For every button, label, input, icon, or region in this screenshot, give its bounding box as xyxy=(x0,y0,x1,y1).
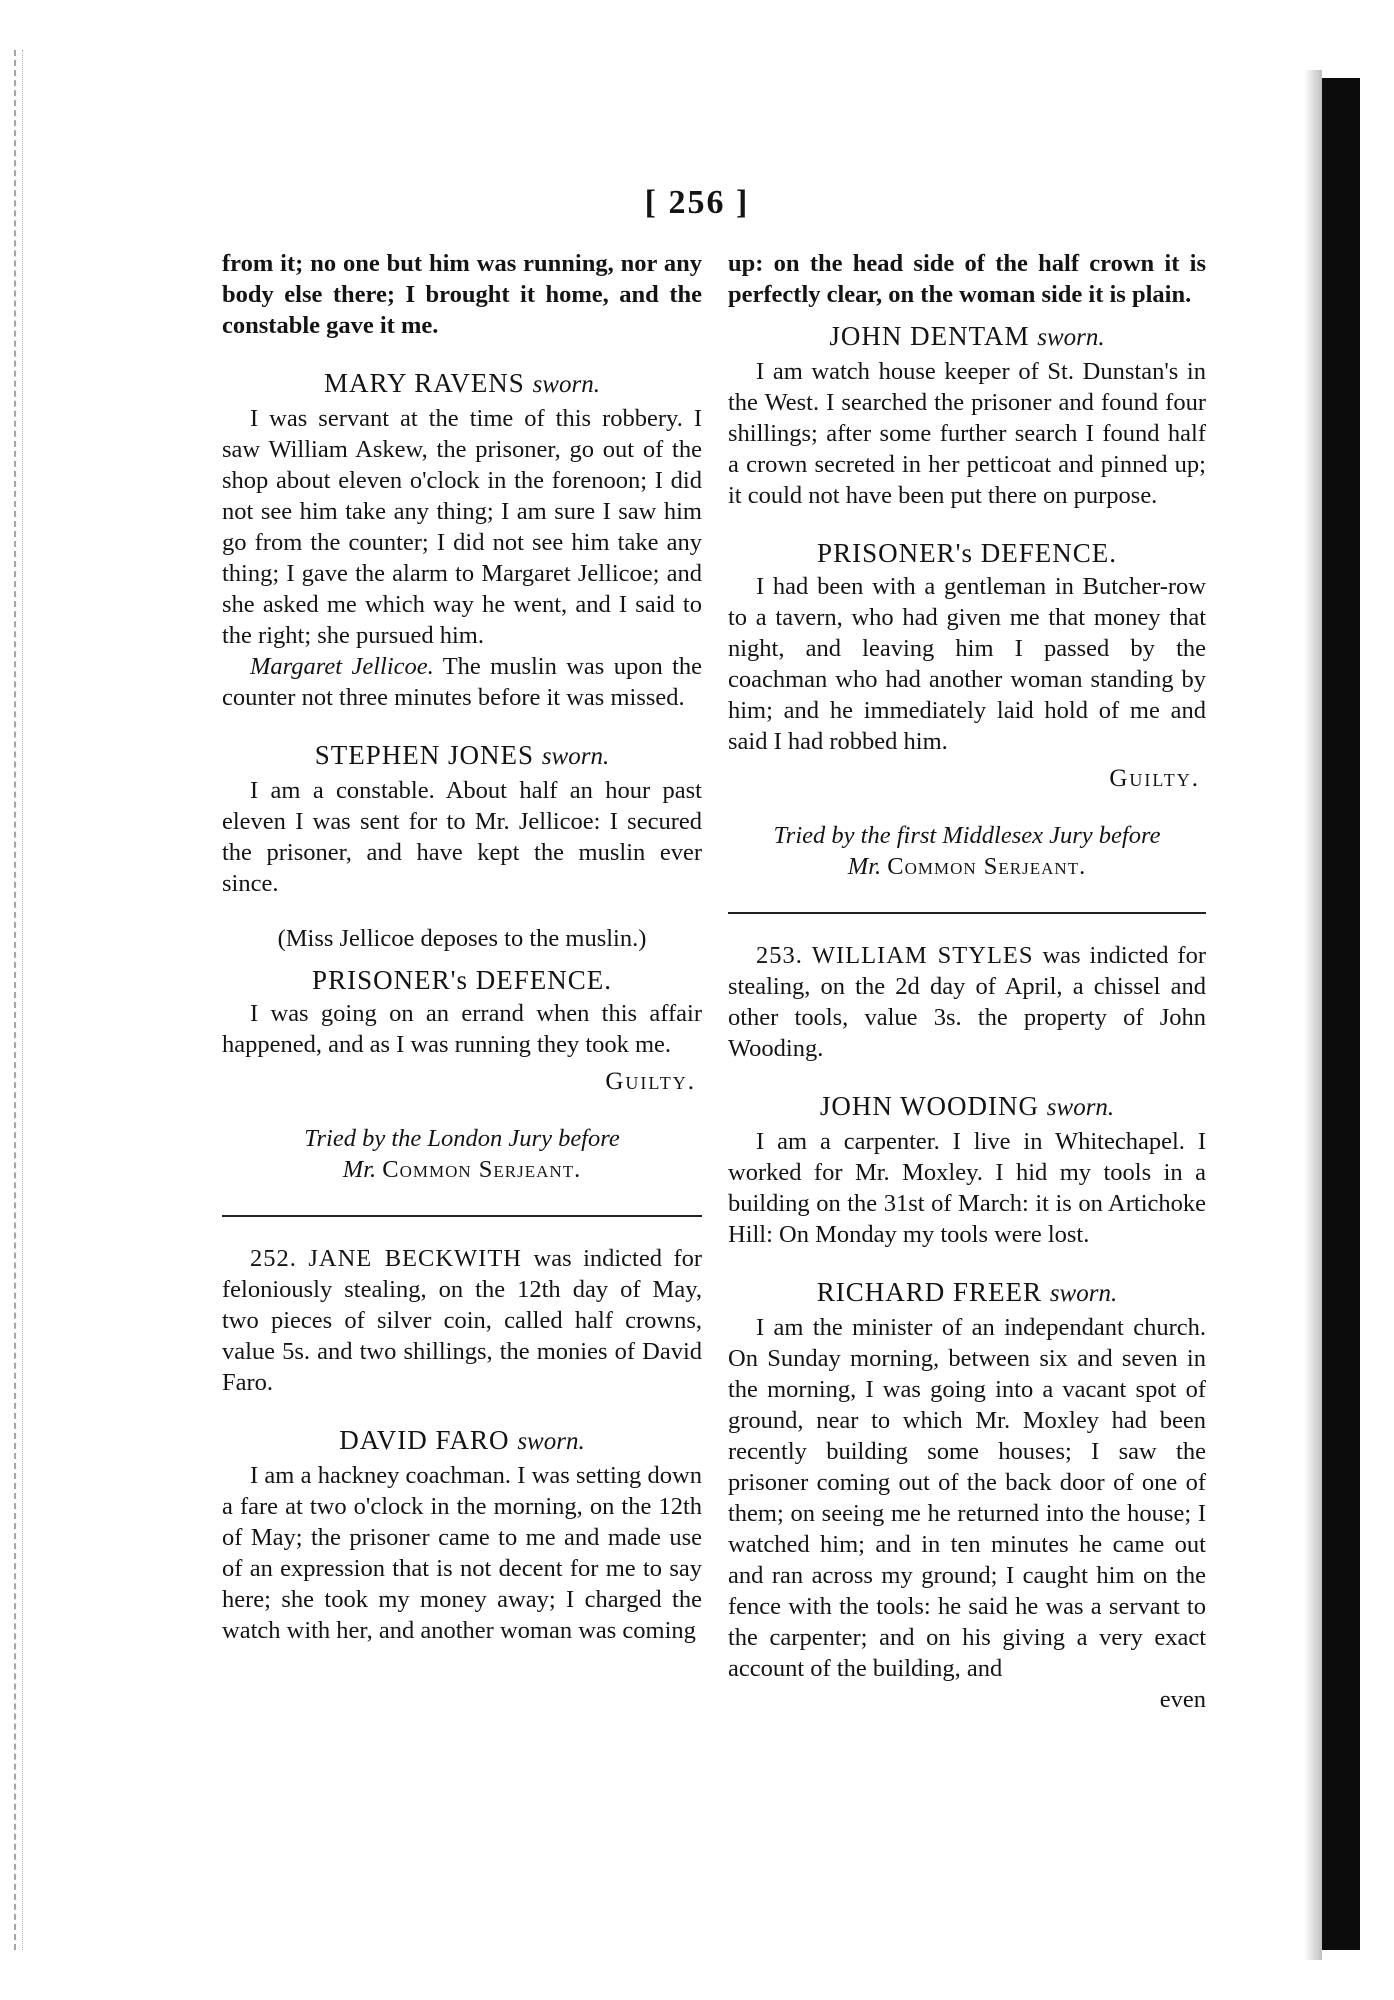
left-column xyxy=(222,248,702,1646)
jury-note xyxy=(222,1123,702,1185)
indictment-text: was indicted for feloniously stealing, on the 12th day of May, two pieces of silver coin, called half crowns, value 5s. and two shillings, the monies of David Faro. xyxy=(222,1245,703,1396)
sworn-label: sworn. xyxy=(1037,324,1105,351)
sworn-label: sworn. xyxy=(1046,1094,1115,1121)
follow-up-testimony xyxy=(222,651,702,713)
sworn-label: sworn. xyxy=(517,1428,585,1455)
sworn-label: sworn. xyxy=(532,371,600,398)
judge-prefix: Mr. xyxy=(342,1156,377,1183)
section-divider xyxy=(222,1215,702,1217)
witness-name: DAVID FARO xyxy=(339,1425,510,1455)
continued-testimony: from it; no one but him was running, nor any body else there; I brought it home, and the constable gave it me. xyxy=(222,250,702,339)
witness-heading xyxy=(222,367,702,401)
jury-judge-line xyxy=(728,851,1206,882)
indictment-253 xyxy=(728,940,1206,1064)
indictment-252 xyxy=(222,1243,702,1398)
binding-shadow xyxy=(1304,70,1322,1960)
binding-edge xyxy=(1322,78,1360,1950)
jury-judge-line xyxy=(222,1154,702,1185)
judge-title: Common Serjeant. xyxy=(887,853,1087,880)
witness-name: STEPHEN JONES xyxy=(314,740,535,770)
case-number: 253. xyxy=(756,942,803,969)
witness-name: RICHARD FREER xyxy=(816,1277,1043,1307)
jury-line: Tried by the first Middlesex Jury before xyxy=(773,822,1161,849)
defence-heading: PRISONER's DEFENCE. xyxy=(817,538,1117,568)
right-column xyxy=(728,248,1206,1715)
jury-line: Tried by the London Jury before xyxy=(304,1125,620,1152)
sworn-label: sworn. xyxy=(541,743,610,770)
verdict: Guilty. xyxy=(1109,765,1200,792)
jury-note xyxy=(728,820,1206,882)
page-number: [ 256 ] xyxy=(644,184,750,221)
indictment-text: was indicted for stealing, on the 2d day of April, a chissel and other tools, value 3s. the property of John Wooding. xyxy=(728,942,1207,1062)
deposition-note: (Miss Jellicoe deposes to the muslin.) xyxy=(277,925,647,952)
defendant-name: JANE BECKWITH xyxy=(308,1245,523,1272)
follow-up-speaker: Margaret Jellicoe. xyxy=(250,653,434,680)
follow-up-text: The muslin was upon the counter not three minutes before it was missed. xyxy=(222,653,703,711)
defence-text: I had been with a gentleman in Butcher-row to a tavern, who had given me that money that night, and leaving him I passed by the coachman who had another woman standing by him; and he immediately laid hold of me and said I had robbed him. xyxy=(728,573,1206,755)
witness-heading xyxy=(222,739,702,773)
witness-heading xyxy=(728,1090,1206,1124)
witness-heading xyxy=(728,320,1206,354)
section-divider xyxy=(728,912,1206,914)
testimony: I am watch house keeper of St. Dunstan's in the West. I searched the prisoner and found four shillings; after some further search I found half a crown secreted in her petticoat and pinned up; it could not have been put there on purpose. xyxy=(728,358,1206,509)
defence-heading: PRISONER's DEFENCE. xyxy=(312,965,612,995)
testimony: I am a carpenter. I live in Whitechapel. I worked for Mr. Moxley. I hid my tools in a building on the 31st of March: it is on Artichoke Hill: On Monday my tools were lost. xyxy=(728,1128,1206,1248)
witness-name: MARY RAVENS xyxy=(324,368,525,398)
continued-testimony: up: on the head side of the half crown it is perfectly clear, on the woman side it is plain. xyxy=(728,250,1206,308)
testimony: I am a constable. About half an hour past eleven I was sent for to Mr. Jellicoe: I secured the prisoner, and have kept the muslin ever since. xyxy=(222,777,702,897)
defendant-name: WILLIAM STYLES xyxy=(811,942,1034,969)
judge-title: Common Serjeant. xyxy=(382,1156,582,1183)
witness-name: JOHN DENTAM xyxy=(829,321,1030,351)
scan-edge-marks xyxy=(14,50,30,1950)
witness-heading xyxy=(728,1276,1206,1310)
testimony: I am a hackney coachman. I was setting down a fare at two o'clock in the morning, on the 12th of May; the prisoner came to me and made use of an expression that is not decent for me to say here; she took my money away; I charged the watch with her, and another woman was coming xyxy=(222,1462,702,1644)
testimony: I am the minister of an independant church. On Sunday morning, between six and seven in the morning, I was going into a vacant spot of ground, near to which Mr. Moxley had been recently building some houses; I saw the prisoner coming out of the back door of one of them; on seeing me he returned into the house; I watched him; and in ten minutes he came out and ran across my ground; I caught him on the fence with the tools: he said he was a servant to the carpenter; and on his giving a very exact account of the building, and xyxy=(728,1314,1206,1682)
judge-prefix: Mr. xyxy=(847,853,882,880)
witness-heading xyxy=(222,1424,702,1458)
case-number: 252. xyxy=(250,1245,297,1272)
testimony: I was servant at the time of this robbery. I saw William Askew, the prisoner, go out of the shop about eleven o'clock in the forenoon; I did not see him take any thing; I am sure I saw him go from the counter; I did not see him take any thing; I gave the alarm to Margaret Jellicoe; and she asked me which way he went, and I said to the right; she pursued him. xyxy=(222,405,702,649)
catchword: even xyxy=(1159,1686,1206,1713)
defence-text: I was going on an errand when this affair happened, and as I was running they took me. xyxy=(222,1000,702,1058)
sworn-label: sworn. xyxy=(1049,1280,1118,1307)
verdict: Guilty. xyxy=(605,1068,696,1095)
witness-name: JOHN WOODING xyxy=(819,1091,1040,1121)
